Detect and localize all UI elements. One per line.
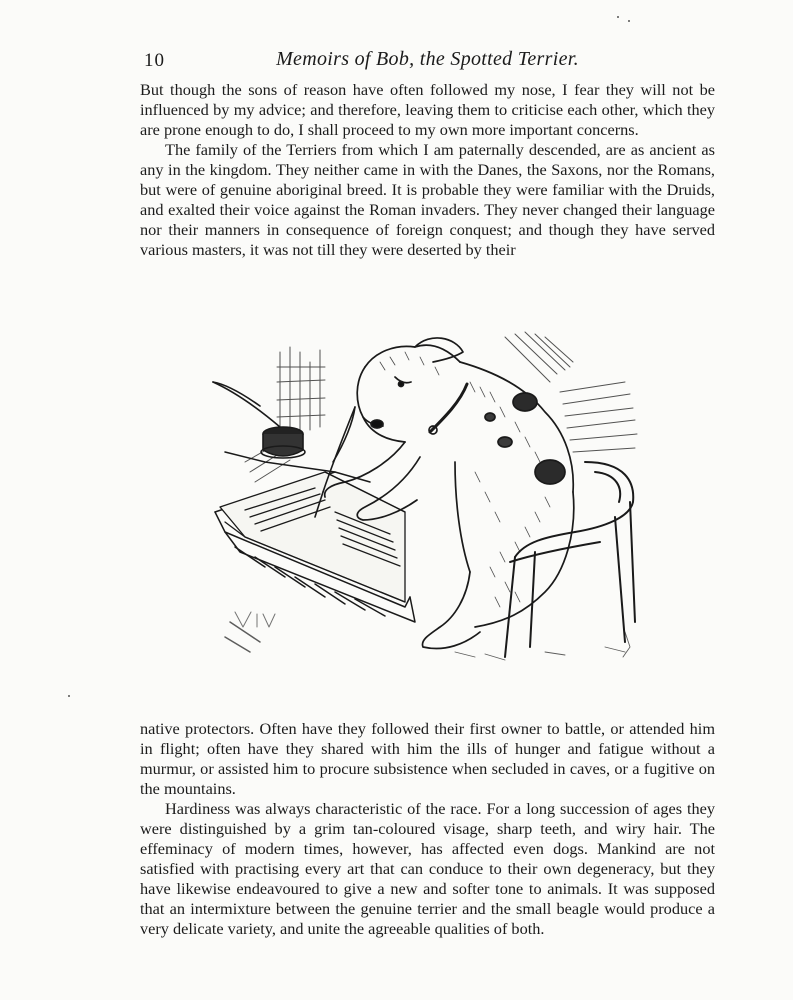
body-text-top bbox=[140, 80, 715, 260]
paragraph: native protectors. Often have they followed their first owner to battle, or attended him in flight; often have they shared with him the ills of hunger and fatigue without a murmur, or assisted him to procure subsistence when secluded in caves, or a fugitive on the mountains. bbox=[140, 719, 715, 798]
paragraph: Hardiness was always characteristic of the race. For a long succession of ages they were distinguished by a grim tan-coloured visage, sharp teeth, and wiry hair. The effeminacy of modern times, however, has affected even dogs. Mankind are not satisfied with practising every art that can conduce to their own degeneracy, but they have likewise endeavoured to give a new and softer tone to animals. It was supposed that an intermixture between the genuine terrier and the small beagle would produce a very delicate variety, and unite the agreeable qualities of both. bbox=[140, 799, 715, 938]
open-book bbox=[220, 472, 405, 602]
running-title: Memoirs of Bob, the Spotted Terrier. bbox=[276, 48, 579, 70]
paper-speck bbox=[628, 20, 630, 22]
chair bbox=[505, 462, 635, 657]
paper-speck bbox=[617, 16, 619, 18]
page-header bbox=[140, 48, 715, 78]
paragraph: The family of the Terriers from which I am paternally descended, are as ancient as any in the kingdom. They neither came in with the Danes, the Saxons, nor the Romans, but were of genuine aboriginal breed. It is probable they were familiar with the Druids, and exalted their voice against the Roman invaders. They never changed their language nor their manners in consequence of foreign conquest; and though they have served various masters, it was not till they were deserted by their bbox=[140, 140, 715, 259]
paper-speck bbox=[68, 695, 70, 697]
terrier-writing-illustration bbox=[205, 322, 645, 672]
artist-monogram bbox=[235, 612, 275, 627]
page-number: 10 bbox=[144, 50, 165, 71]
background-hatching bbox=[245, 332, 637, 482]
quill-in-inkwell bbox=[213, 382, 305, 458]
body-text-bottom bbox=[140, 719, 715, 939]
floor-hatching bbox=[455, 632, 630, 660]
paragraph: But though the sons of reason have often followed my nose, I fear they will not be influenced by my advice; and therefore, leaving them to criticise each other, which they are prone enough to do, I shall proceed to my own more important concerns. bbox=[140, 80, 715, 139]
